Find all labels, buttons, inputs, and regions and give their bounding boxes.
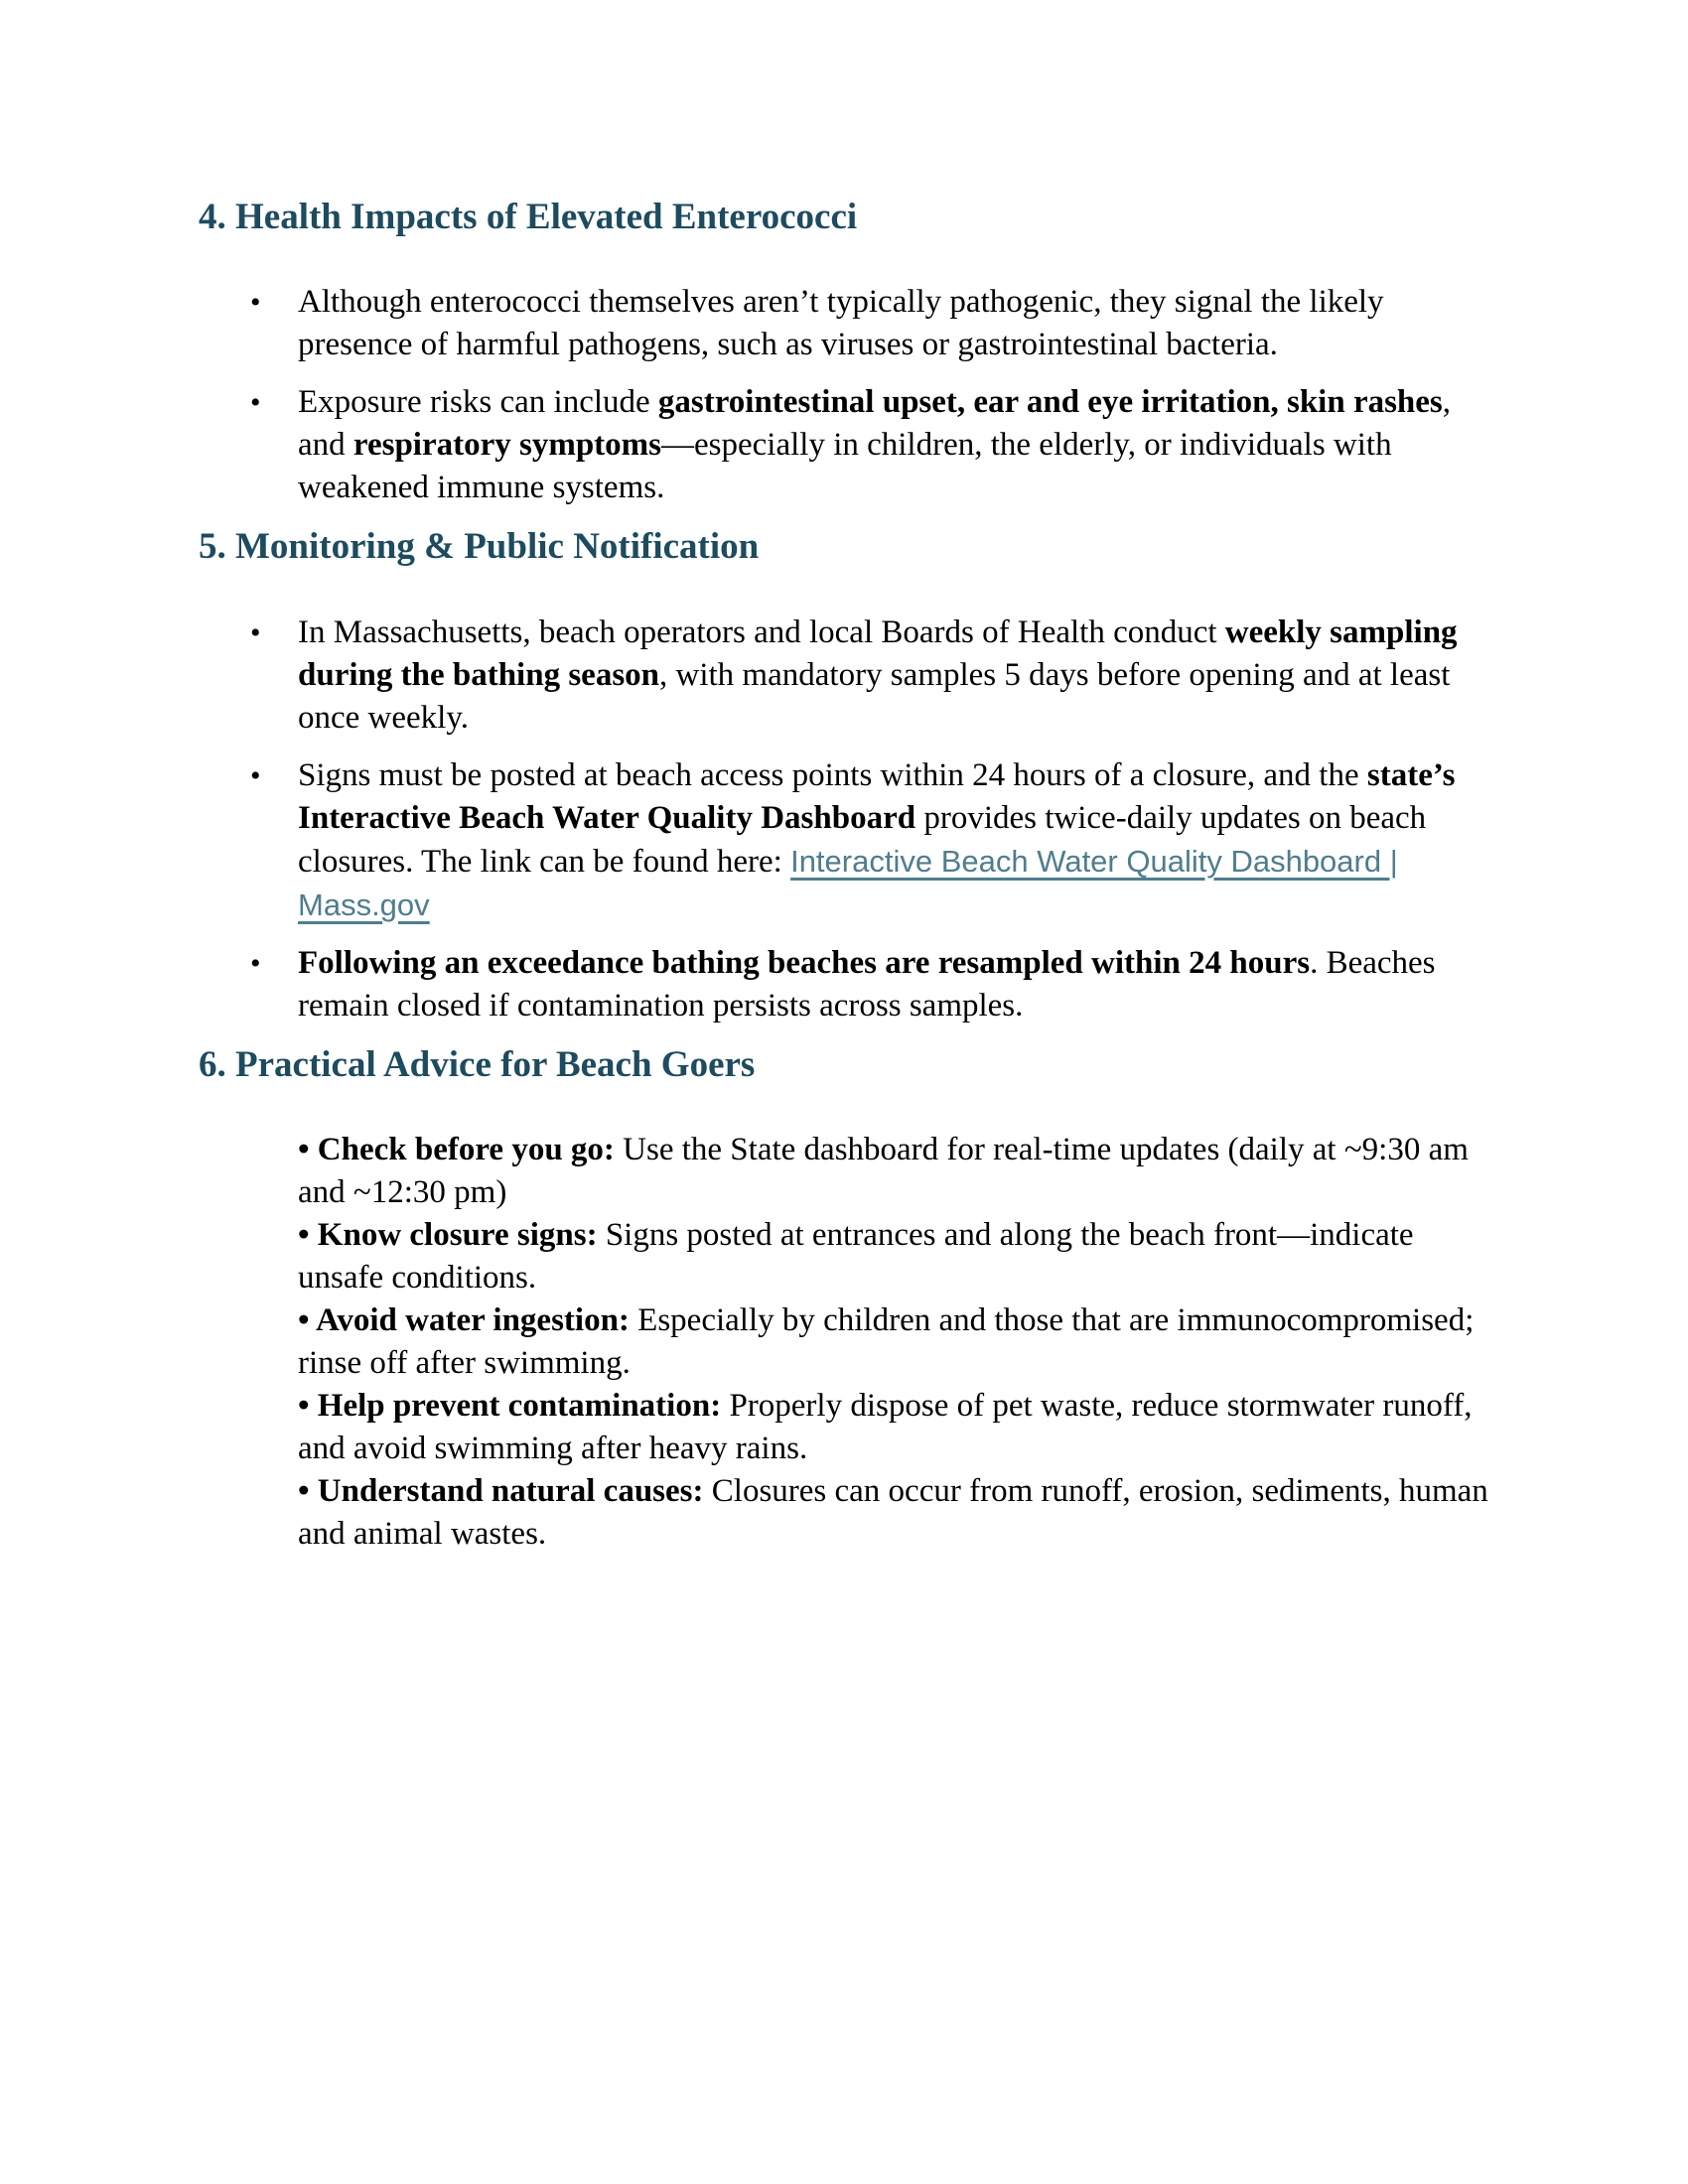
section-heading: 4. Health Impacts of Elevated Enterococci (199, 197, 858, 237)
bullet-marker: • (250, 386, 261, 420)
text-run-bold: • Check before you go: (298, 1132, 624, 1168)
text-run: , and (298, 384, 1452, 464)
text-run-bold: • Help prevent contamination: (298, 1388, 730, 1425)
section-practical-advice (199, 1043, 1489, 1556)
text-run: Although enterococci themselves aren’t typically pathogenic, they signal the likely presence of harmful pathogens, such as viruses or gastrointestinal bacteria. (298, 284, 1384, 363)
text-run: Properly dispose of pet waste, reduce stormwater runoff, and avoid swimming after heavy rains. (298, 1388, 1473, 1467)
beach-dashboard-link[interactable]: Interactive Beach Water Quality Dashboard | Mass.gov (298, 843, 1398, 922)
bullet-marker: • (250, 615, 261, 649)
text-run-bold: Following an exceedance bathing beaches are resampled within 24 hours (298, 944, 1311, 981)
text-run: Signs posted at entrances and along the beach front—indicate unsafe conditions. (298, 1217, 1414, 1297)
text-run-bold: respiratory symptoms (352, 427, 662, 464)
advice-paragraphs (199, 1129, 1489, 1556)
section-heading: 6. Practical Advice for Beach Goers (199, 1043, 756, 1085)
list-item (199, 612, 1489, 740)
text-run: Closures can occur from runoff, erosion, sediments, human and animal wastes. (298, 1473, 1488, 1553)
list-item (199, 942, 1489, 1027)
text-run: Use the State dashboard for real-time updates (daily at ~9:30 am and ~12:30 pm) (298, 1132, 1469, 1211)
bullet-list (199, 281, 1489, 509)
list-item (199, 754, 1489, 927)
text-run: , with mandatory samples 5 days before opening and at least once weekly. (298, 656, 1451, 736)
section-monitoring-notification (199, 525, 1489, 1026)
bullet-marker: • (250, 758, 261, 792)
text-run: In Massachusetts, beach operators and local Boards of Health conduct (298, 614, 1225, 650)
text-run-bold: gastrointestinal upset, ear and eye irritation, skin rashes (657, 384, 1443, 421)
section-heading: 5. Monitoring & Public Notification (199, 526, 760, 568)
text-run-bold: • Understand natural causes: (298, 1473, 712, 1510)
section-health-impacts (199, 196, 1489, 509)
list-item (199, 281, 1489, 366)
advice-paragraph (298, 1470, 1489, 1556)
advice-paragraph (298, 1299, 1489, 1385)
text-run-bold: • Know closure signs: (298, 1217, 606, 1254)
bullet-list (199, 612, 1489, 1027)
text-run-bold: state’s Interactive Beach Water Quality Dashboard (298, 756, 1456, 836)
text-run: Signs must be posted at beach access points within 24 hours of a closure, and the (298, 756, 1367, 793)
text-run: provides twice-daily updates on beach closures. The link can be found here: (298, 799, 1427, 880)
advice-paragraph (298, 1214, 1489, 1299)
text-run: Exposure risks can include (298, 384, 658, 421)
text-run: Especially by children and those that are immunocompromised; rinse off after swimming. (298, 1302, 1475, 1382)
text-run: . Beaches remain closed if contamination persists across samples. (298, 944, 1436, 1024)
bullet-marker: • (250, 286, 261, 320)
bullet-marker: • (250, 946, 261, 980)
text-run-bold: weekly sampling during the bathing season (298, 614, 1458, 693)
text-run-bold: • Avoid water ingestion: (298, 1302, 638, 1339)
text-run: —especially in children, the elderly, or individuals with weakened immune systems. (298, 427, 1392, 506)
list-item (199, 381, 1489, 509)
advice-paragraph (298, 1129, 1489, 1214)
advice-paragraph (298, 1385, 1489, 1470)
